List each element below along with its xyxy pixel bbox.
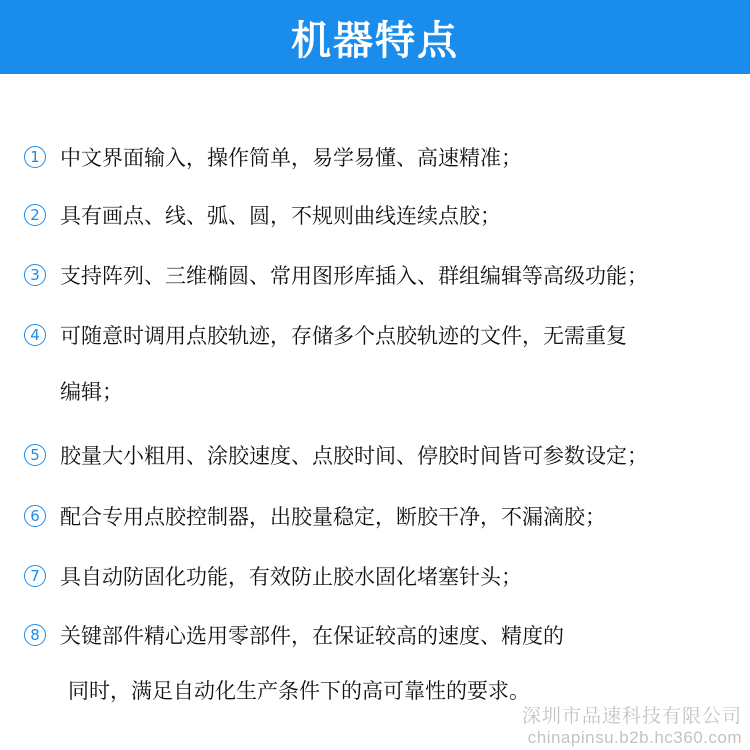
feature-item-2 [24, 202, 740, 230]
page-title: 机器特点 [291, 17, 459, 64]
feature-text-7: 具自动防固化功能，有效防止胶水固化堵塞针头； [60, 565, 522, 589]
circled-number-2-icon: 2 [24, 204, 46, 226]
watermark-url: chinapinsu.b2b.hc360.com [527, 728, 742, 747]
watermark [522, 701, 742, 748]
feature-item-6 [24, 503, 740, 531]
feature-item-1 [24, 144, 740, 172]
circled-number-7-icon: 7 [24, 565, 46, 587]
feature-text-3: 支持阵列、三维椭圆、常用图形库插入、群组编辑等高级功能； [60, 264, 648, 288]
feature-item-3 [24, 262, 740, 290]
feature-item-8 [24, 622, 740, 650]
feature-text-4-continued: 编辑； [60, 380, 123, 404]
feature-text-4: 可随意时调用点胶轨迹，存储多个点胶轨迹的文件，无需重复 [60, 324, 627, 348]
feature-text-2: 具有画点、线、弧、圆，不规则曲线连续点胶； [60, 204, 501, 228]
circled-number-5-icon: 5 [24, 444, 46, 466]
feature-text-1: 中文界面输入，操作简单，易学易懂、高速精准； [60, 146, 522, 170]
feature-item-7 [24, 563, 740, 591]
feature-item-4 [24, 322, 740, 350]
header-banner [0, 0, 750, 74]
feature-text-5: 胶量大小粗用、涂胶速度、点胶时间、停胶时间皆可参数设定； [60, 444, 648, 468]
watermark-company: 深圳市品速科技有限公司 [521, 706, 742, 727]
circled-number-4-icon: 4 [24, 324, 46, 346]
feature-item-5 [24, 442, 740, 470]
circled-number-8-icon: 8 [24, 624, 46, 646]
feature-text-8: 关键部件精心选用零部件，在保证较高的速度、精度的 [60, 624, 564, 648]
feature-text-6: 配合专用点胶控制器，出胶量稳定，断胶干净，不漏滴胶； [60, 505, 606, 529]
circled-number-1-icon: 1 [24, 146, 46, 168]
circled-number-3-icon: 3 [24, 264, 46, 286]
feature-text-8-continued: 同时，满足自动化生产条件下的高可靠性的要求。 [68, 679, 530, 703]
circled-number-6-icon: 6 [24, 505, 46, 527]
